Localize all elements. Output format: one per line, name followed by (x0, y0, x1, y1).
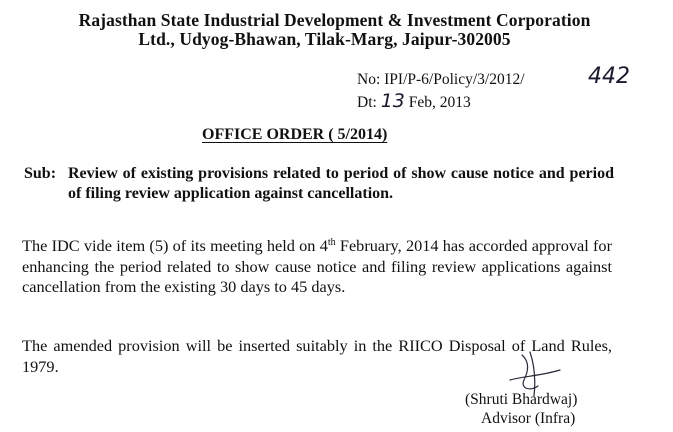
para1-ordinal: th (327, 237, 336, 248)
org-address: Ltd., Udyog-Bhawan, Tilak-Marg, Jaipur-302005 (138, 29, 511, 49)
order-title: OFFICE ORDER ( 5/2014) (202, 126, 388, 143)
subject-line (24, 164, 614, 203)
date-month-year: Feb, 2013 (408, 94, 471, 111)
para1-text-end: February, 2014 has accorded approval for enhancing the period related to show cause notice and filing review applications against cancellation from the existing 30 days to 45 days. (22, 236, 612, 296)
reference-date (357, 90, 471, 112)
subject-text: Review of existing provisions related to period of show cause notice and period of filing review application against cancellation. (68, 165, 614, 202)
para1-text-start: The IDC vide item (5) of its meeting held on 4 (22, 236, 328, 255)
reference-number-text: No: IPI/P-6/Policy/3/2012/ (357, 71, 525, 88)
reference-number-handwritten: 442 (588, 64, 630, 89)
body-paragraph-1 (22, 236, 612, 298)
date-label: Dt: (357, 94, 377, 111)
date-day-handwritten: 13 (380, 90, 405, 112)
subject-label: Sub: (24, 165, 57, 182)
reference-number (357, 71, 525, 89)
signatory-name: (Shruti Bhardwaj) (465, 391, 578, 408)
org-name: Rajasthan State Industrial Development & Investment Corporation (78, 10, 591, 30)
body-paragraph-2: The amended provision will be inserted suitably in the RIICO Disposal of Land Rules, 1979. (22, 336, 612, 376)
signatory-title: Advisor (Infra) (481, 410, 576, 427)
